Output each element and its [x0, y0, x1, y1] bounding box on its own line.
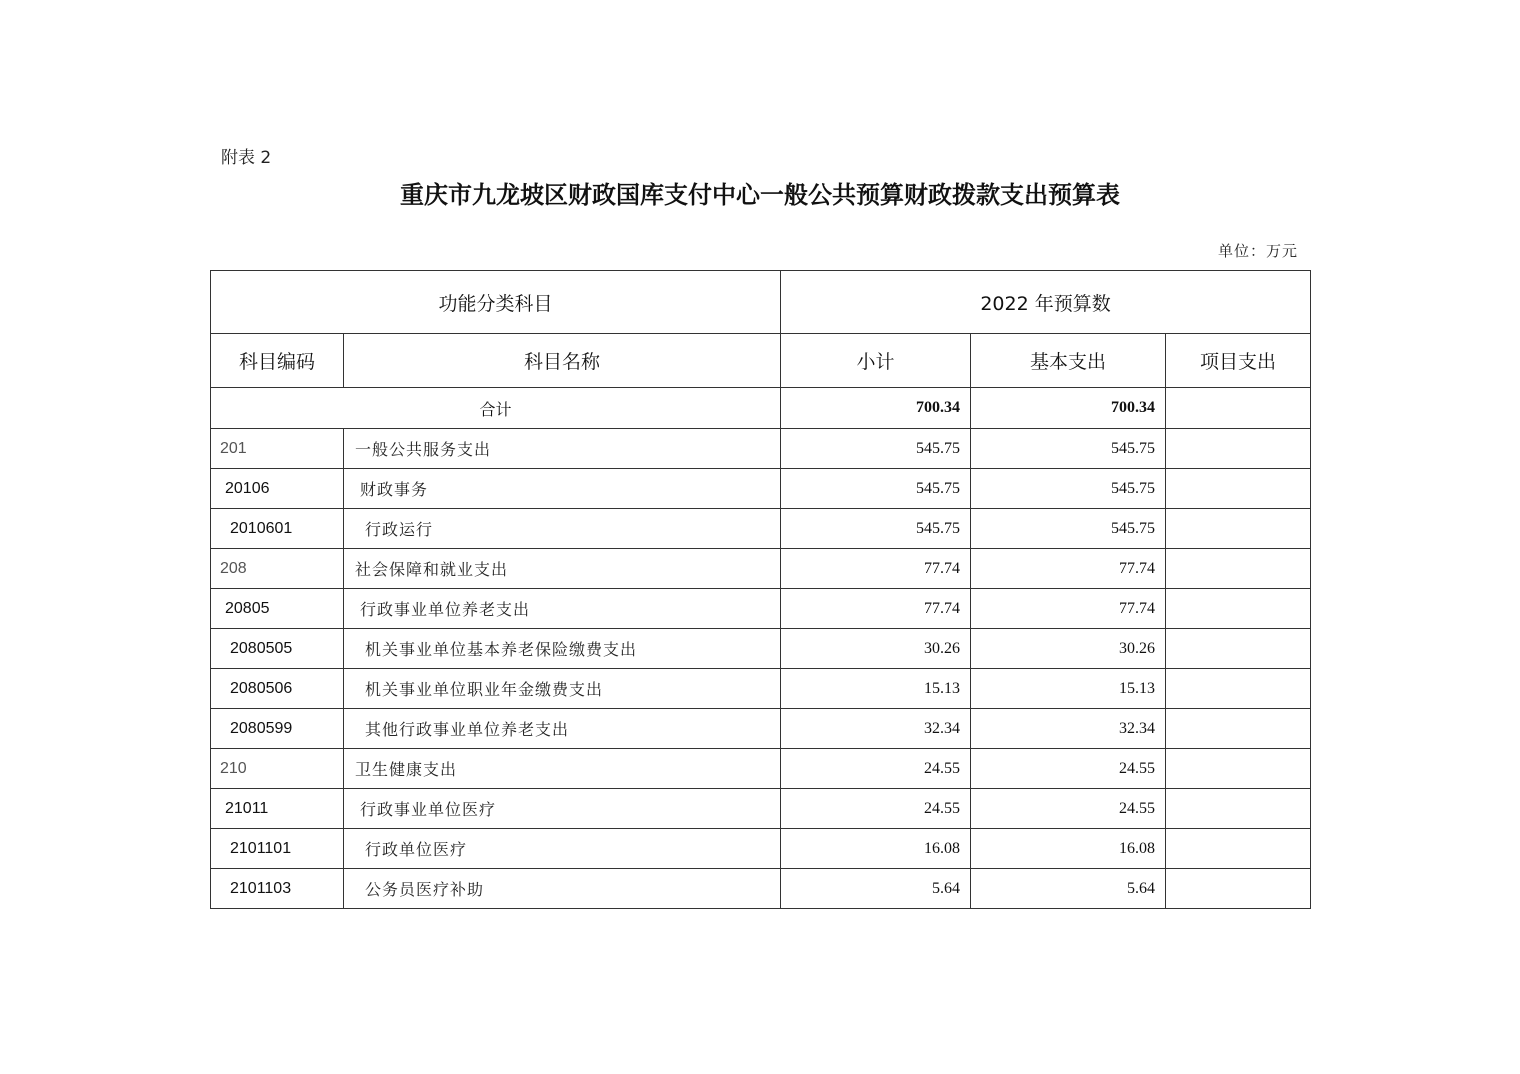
table-row: [211, 749, 1311, 789]
row-name: 公务员医疗补助: [344, 869, 781, 909]
row-code: 2010601: [211, 509, 344, 549]
row-project: [1166, 549, 1311, 589]
unit-label: 单位：万元: [1217, 242, 1298, 260]
row-basic: 77.74: [971, 589, 1166, 629]
row-name: 机关事业单位职业年金缴费支出: [344, 669, 781, 709]
row-subtotal: 16.08: [781, 829, 971, 869]
total-row: [211, 388, 1311, 429]
row-basic: 5.64: [971, 869, 1166, 909]
row-name: 机关事业单位基本养老保险缴费支出: [344, 629, 781, 669]
row-name: 财政事务: [344, 469, 781, 509]
row-name: 行政运行: [344, 509, 781, 549]
row-subtotal: 77.74: [781, 589, 971, 629]
table-row: [211, 789, 1311, 829]
row-code: 2101101: [211, 829, 344, 869]
row-subtotal: 77.74: [781, 549, 971, 589]
table-row: [211, 429, 1311, 469]
table-row: [211, 549, 1311, 589]
row-code: 21011: [211, 789, 344, 829]
document-title: 重庆市九龙坡区财政国库支付中心一般公共预算财政拨款支出预算表: [400, 180, 1120, 209]
row-basic: 32.34: [971, 709, 1166, 749]
row-name: 卫生健康支出: [344, 749, 781, 789]
header-row-1: [211, 271, 1311, 334]
total-label: 合计: [211, 388, 781, 429]
row-subtotal: 30.26: [781, 629, 971, 669]
row-project: [1166, 709, 1311, 749]
row-basic: 16.08: [971, 829, 1166, 869]
row-code: 2080506: [211, 669, 344, 709]
row-subtotal: 545.75: [781, 429, 971, 469]
row-subtotal: 32.34: [781, 709, 971, 749]
row-project: [1166, 429, 1311, 469]
row-code: 20805: [211, 589, 344, 629]
header-functional-category: 功能分类科目: [211, 271, 781, 334]
header-budget-year: 2022 年预算数: [781, 271, 1311, 334]
table-row: [211, 629, 1311, 669]
row-project: [1166, 669, 1311, 709]
row-basic: 545.75: [971, 429, 1166, 469]
row-basic: 545.75: [971, 469, 1166, 509]
row-basic: 15.13: [971, 669, 1166, 709]
row-project: [1166, 789, 1311, 829]
row-subtotal: 545.75: [781, 469, 971, 509]
row-basic: 545.75: [971, 509, 1166, 549]
row-name: 其他行政事业单位养老支出: [344, 709, 781, 749]
row-code: 20106: [211, 469, 344, 509]
total-project: [1166, 388, 1311, 429]
row-project: [1166, 589, 1311, 629]
row-subtotal: 24.55: [781, 789, 971, 829]
row-project: [1166, 869, 1311, 909]
row-name: 行政事业单位养老支出: [344, 589, 781, 629]
attachment-label: 附表 2: [221, 148, 272, 168]
row-subtotal: 15.13: [781, 669, 971, 709]
table-row: [211, 469, 1311, 509]
row-basic: 30.26: [971, 629, 1166, 669]
total-basic: 700.34: [971, 388, 1166, 429]
row-name: 一般公共服务支出: [344, 429, 781, 469]
row-subtotal: 5.64: [781, 869, 971, 909]
row-code: 210: [211, 749, 344, 789]
table-row: [211, 869, 1311, 909]
row-code: 2080505: [211, 629, 344, 669]
total-subtotal: 700.34: [781, 388, 971, 429]
row-name: 行政单位医疗: [344, 829, 781, 869]
row-basic: 77.74: [971, 549, 1166, 589]
table-row: [211, 709, 1311, 749]
header-subtotal: 小计: [781, 334, 971, 388]
row-code: 208: [211, 549, 344, 589]
row-code: 2080599: [211, 709, 344, 749]
row-basic: 24.55: [971, 789, 1166, 829]
header-name: 科目名称: [344, 334, 781, 388]
row-subtotal: 24.55: [781, 749, 971, 789]
row-project: [1166, 749, 1311, 789]
row-code: 2101103: [211, 869, 344, 909]
header-row-2: [211, 334, 1311, 388]
table-row: [211, 669, 1311, 709]
row-subtotal: 545.75: [781, 509, 971, 549]
header-project: 项目支出: [1166, 334, 1311, 388]
row-project: [1166, 829, 1311, 869]
table-row: [211, 829, 1311, 869]
header-basic: 基本支出: [971, 334, 1166, 388]
row-project: [1166, 629, 1311, 669]
row-name: 行政事业单位医疗: [344, 789, 781, 829]
row-project: [1166, 469, 1311, 509]
row-name: 社会保障和就业支出: [344, 549, 781, 589]
row-project: [1166, 509, 1311, 549]
row-basic: 24.55: [971, 749, 1166, 789]
table-row: [211, 509, 1311, 549]
budget-table: [210, 270, 1311, 909]
row-code: 201: [211, 429, 344, 469]
table-row: [211, 589, 1311, 629]
header-code: 科目编码: [211, 334, 344, 388]
